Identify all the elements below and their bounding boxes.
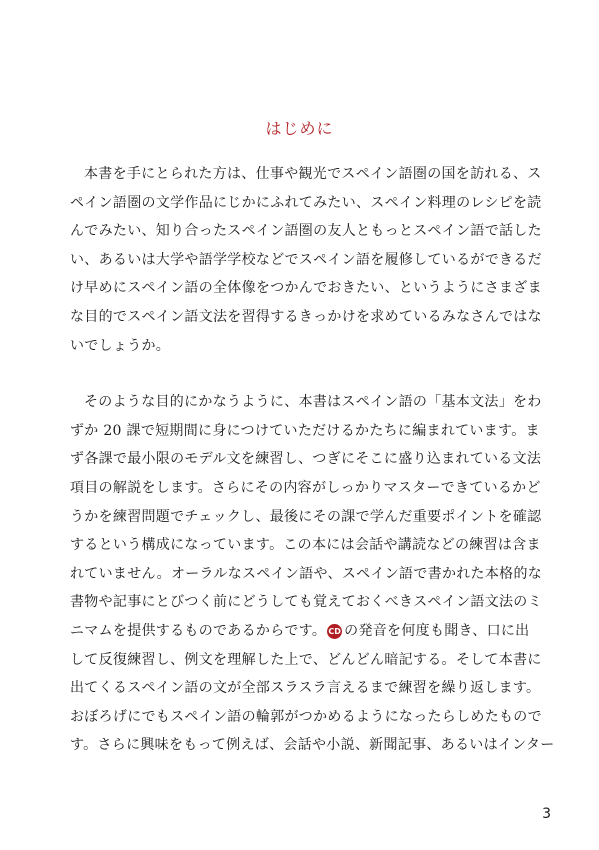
text-segment: ニマムを提供するものであるからです。 (70, 622, 327, 639)
text-line: な目的でスペイン語文法を習得するきっかけを求めているみなさんではな (70, 308, 542, 325)
text-line: うかを練習問題でチェックし、最後にその課で学んだ重要ポイントを確認 (70, 508, 542, 525)
text-line: んでみたい、知り合ったスペイン語圏の友人ともっとスペイン語で話した (70, 223, 542, 240)
page-number: 3 (542, 806, 551, 822)
page-title: はじめに (265, 119, 334, 138)
paragraph-2 (70, 388, 555, 760)
text-line-with-cd-icon (70, 617, 548, 646)
text-line: おぼろげにでもスペイン語の輪郭がつかめるようになったらしめたもので (70, 708, 542, 725)
text-line: い、あるいは大学や語学学校などでスペイン語を履修しているができるだ (70, 251, 542, 268)
text-line: ず各課で最小限のモデル文を練習し、つぎにそこに盛り込まれている文法 (70, 451, 542, 468)
text-line: そのような目的にかなうように、本書はスペイン語の「基本文法」をわ (84, 394, 542, 411)
text-line: す。さらに興味をもって例えば、会話や小説、新聞記事、あるいはインター (70, 737, 555, 754)
text-line: ペイン語圏の文学作品にじかにふれてみたい、スペイン料理のレシピを読 (70, 194, 542, 211)
cd-icon: CD (327, 624, 342, 639)
text-line: ずか 20 課で短期間に身につけていただけるかたちに編まれています。ま (70, 422, 540, 439)
text-segment: の発音を何度も聞き、口に出 (344, 622, 530, 639)
paragraph-1 (70, 160, 548, 360)
body-text (70, 160, 555, 760)
text-line: するという構成になっています。この本には会話や講読などの練習は含ま (70, 537, 541, 554)
text-line: け早めにスペイン語の全体像をつかんでおきたい、というようにさまざま (70, 280, 542, 297)
text-line: いでしょうか。 (70, 337, 171, 354)
text-line: 項目の解説をします。さらにその内容がしっかりマスターできているかど (70, 479, 541, 496)
text-line: れていません。オーラルなスペイン語や、スペイン語で書かれた本格的な (70, 565, 543, 582)
text-line: 書物や記事にとびつく前にどうしても覚えておくべきスペイン語文法のミ (70, 594, 542, 611)
text-line: 本書を手にとられた方は、仕事や観光でスペイン語圏の国を訪れる、ス (84, 166, 542, 182)
text-line: 出てくるスペイン語の文が全部スラスラ言えるまで練習を繰り返します。 (70, 680, 541, 697)
text-line: して反復練習し、例文を理解した上で、どんどん暗記する。そして本書に (70, 651, 542, 668)
